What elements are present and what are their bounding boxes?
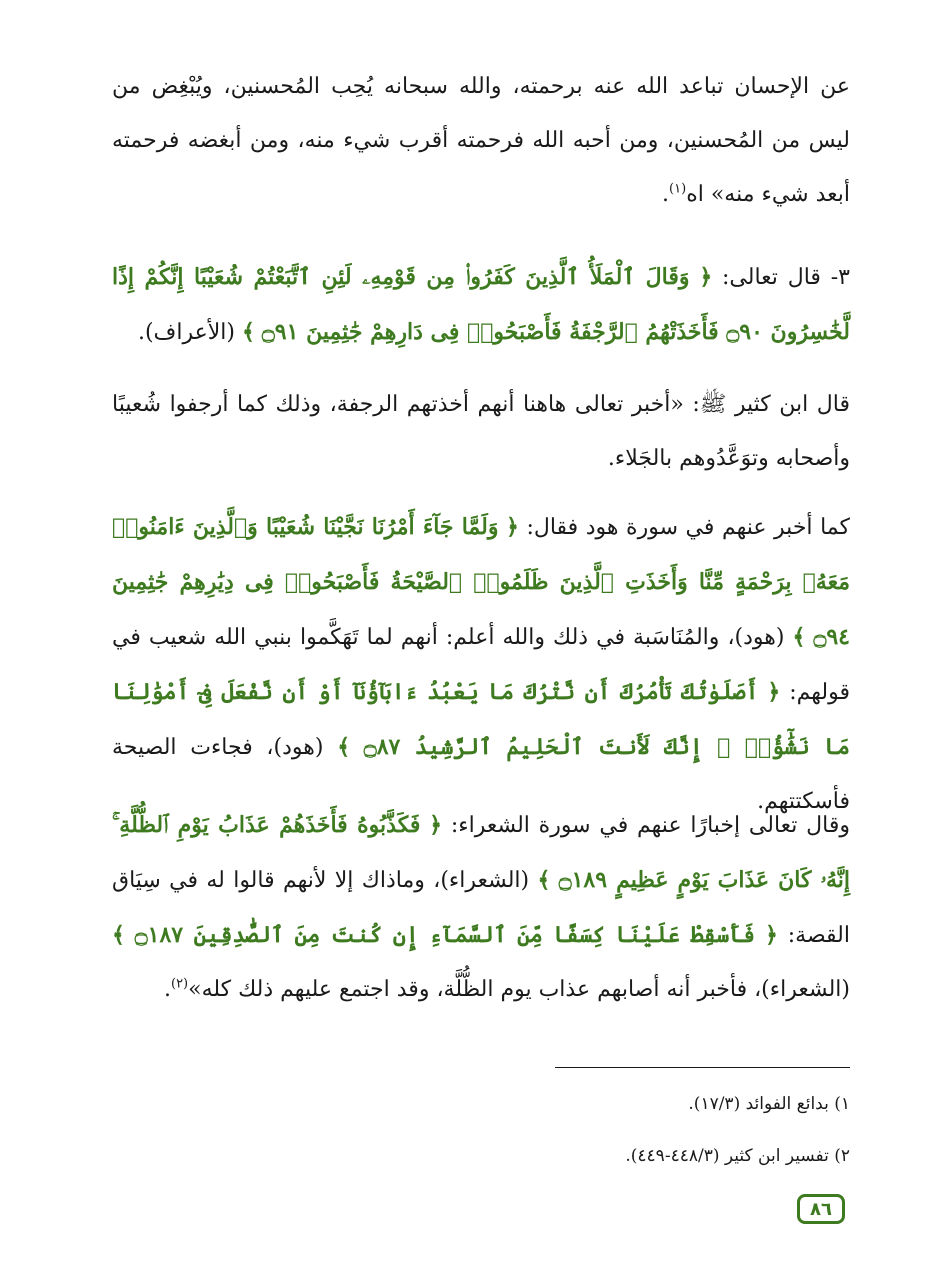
surah-reference: (الأعراف). xyxy=(137,320,235,345)
page-number-badge xyxy=(797,1194,845,1224)
verse-shuara-187: فَأَسْقِطْ عَلَيْنَا كِسَفًا مِّنَ ٱلسَّمَآءِ إِن كُنتَ مِنَ ٱلصَّٰدِقِينَ ۝١٨٧ xyxy=(134,922,756,948)
footnote-ref-1[interactable]: (١) xyxy=(669,181,687,197)
verse-close-bracket: ﴾ xyxy=(537,867,551,893)
verse-shuara-189: فَكَذَّبُوهُ فَأَخَذَهُمْ عَذَابُ يَوْمِ ٱلظُّلَّةِ ۚ إِنَّهُۥ كَانَ عَذَابَ يَوْمٍ عَظِيمٍ ۝١٨٩ xyxy=(112,812,850,893)
paragraph-2-lead: ٣- قال تعالى: xyxy=(722,265,850,290)
footnote-divider xyxy=(555,1067,850,1068)
paragraph-3-text: قال ابن كثير ﷺ: «أخبر تعالى هاهنا أنهم أخذتهم الرجفة، وذلك كما أرجفوا شُعيبًا وأصحابه وتوَعَّدُوهم بالجَلاء. xyxy=(112,392,850,471)
page-number: ٨٦ xyxy=(810,1198,832,1220)
verse-close-bracket: ﴾ xyxy=(242,319,255,345)
paragraph-4-mid: (هود)، والمُنَاسَبة في ذلك والله أعلم: أنهم لما تَهَكَّموا بنبي الله شعيب في قولهم: xyxy=(112,625,850,705)
verse-open-bracket: ﴿ xyxy=(429,812,443,838)
verse-open-bracket: ﴿ xyxy=(699,264,713,290)
footnote-ref-2[interactable]: (٢) xyxy=(170,976,189,992)
paragraph-5 xyxy=(112,798,850,1017)
paragraph-3 xyxy=(112,378,850,486)
paragraph-1-text: عن الإحسان تباعد الله عنه برحمته، والله سبحانه يُحِب المُحسنين، ويُبْغِض من ليس من المُحسنين، ومن أحبه الله فرحمته أقرب شيء منه، ومن أبغضه فرحمته أبعد شيء منه» اه xyxy=(112,74,850,207)
footnote-1: ١) بدائع الفوائد (١٧/٣). xyxy=(688,1094,850,1114)
paragraph-4 xyxy=(112,500,850,829)
verse-close-bracket: ﴾ xyxy=(112,922,125,948)
verse-open-bracket: ﴿ xyxy=(764,922,778,948)
verse-close-bracket: ﴾ xyxy=(792,624,806,650)
verse-open-bracket: ﴿ xyxy=(506,514,519,540)
paragraph-5-end: . xyxy=(163,977,171,1002)
paragraph-4-lead: كما أخبر عنهم في سورة هود فقال: xyxy=(526,515,850,540)
paragraph-1 xyxy=(112,60,850,222)
verse-open-bracket: ﴿ xyxy=(767,679,781,705)
verse-hud-94: وَلَمَّا جَآءَ أَمْرُنَا نَجَّيْنَا شُعَيْبًا وَٱلَّذِينَ ءَامَنُوا۟ مَعَهُۥ بِرَحْمَةٍ مِّنَّا وَأَخَذَتِ ٱلَّذِينَ ظَلَمُوا۟ ٱلصَّيْحَةُ فَأَصْبَحُوا۟ فِى دِيَٰرِهِمْ جَٰثِمِينَ ۝٩٤ xyxy=(112,514,850,650)
paragraph-5-mid: (الشعراء)، وماذاك إلا لأنهم قالوا له في سِيَاق القصة: xyxy=(112,868,850,948)
paragraph-1-end: . xyxy=(662,182,670,207)
verse-alaraf-90-91: وَقَالَ ٱلْمَلَأُ ٱلَّذِينَ كَفَرُوا۟ مِن قَوْمِهِۦ لَئِنِ ٱتَّبَعْتُمْ شُعَيْبًا إِنَّكُمْ إِذًا لَّخَٰسِرُونَ ۝٩٠ فَأَخَذَتْهُمُ ٱلرَّجْفَةُ فَأَصْبَحُوا۟ فِى دَارِهِمْ جَٰثِمِينَ ۝٩١ xyxy=(112,264,850,345)
paragraph-2 xyxy=(112,250,850,360)
verse-close-bracket: ﴾ xyxy=(337,734,351,760)
paragraph-5-lead: وقال تعالى إخبارًا عنهم في سورة الشعراء: xyxy=(450,813,850,838)
footnote-2: ٢) تفسير ابن كثير (٤٤٨/٣-٤٤٩). xyxy=(625,1146,850,1166)
paragraph-5-tail: (الشعراء)، فأخبر أنه أصابهم عذاب يوم الظُّلَّة، وقد اجتمع عليهم ذلك كله» xyxy=(188,977,850,1002)
verse-hud-87: أَصَلَوٰتُكَ تَأْمُرُكَ أَن نَّتْرُكَ مَا يَعْبُدُ ءَابَآؤُنَآ أَوْ أَن نَّفْعَلَ فِىٓ أَمْوَٰلِنَا مَا نَشَٰٓؤُا۟ ۖ إِنَّكَ لَأَنتَ ٱلْحَلِيمُ ٱلرَّشِيدُ ۝٨٧ xyxy=(112,679,850,760)
paragraph-4-tail: (هود)، فجاءت الصيحة فأسكتتهم. xyxy=(112,735,850,814)
